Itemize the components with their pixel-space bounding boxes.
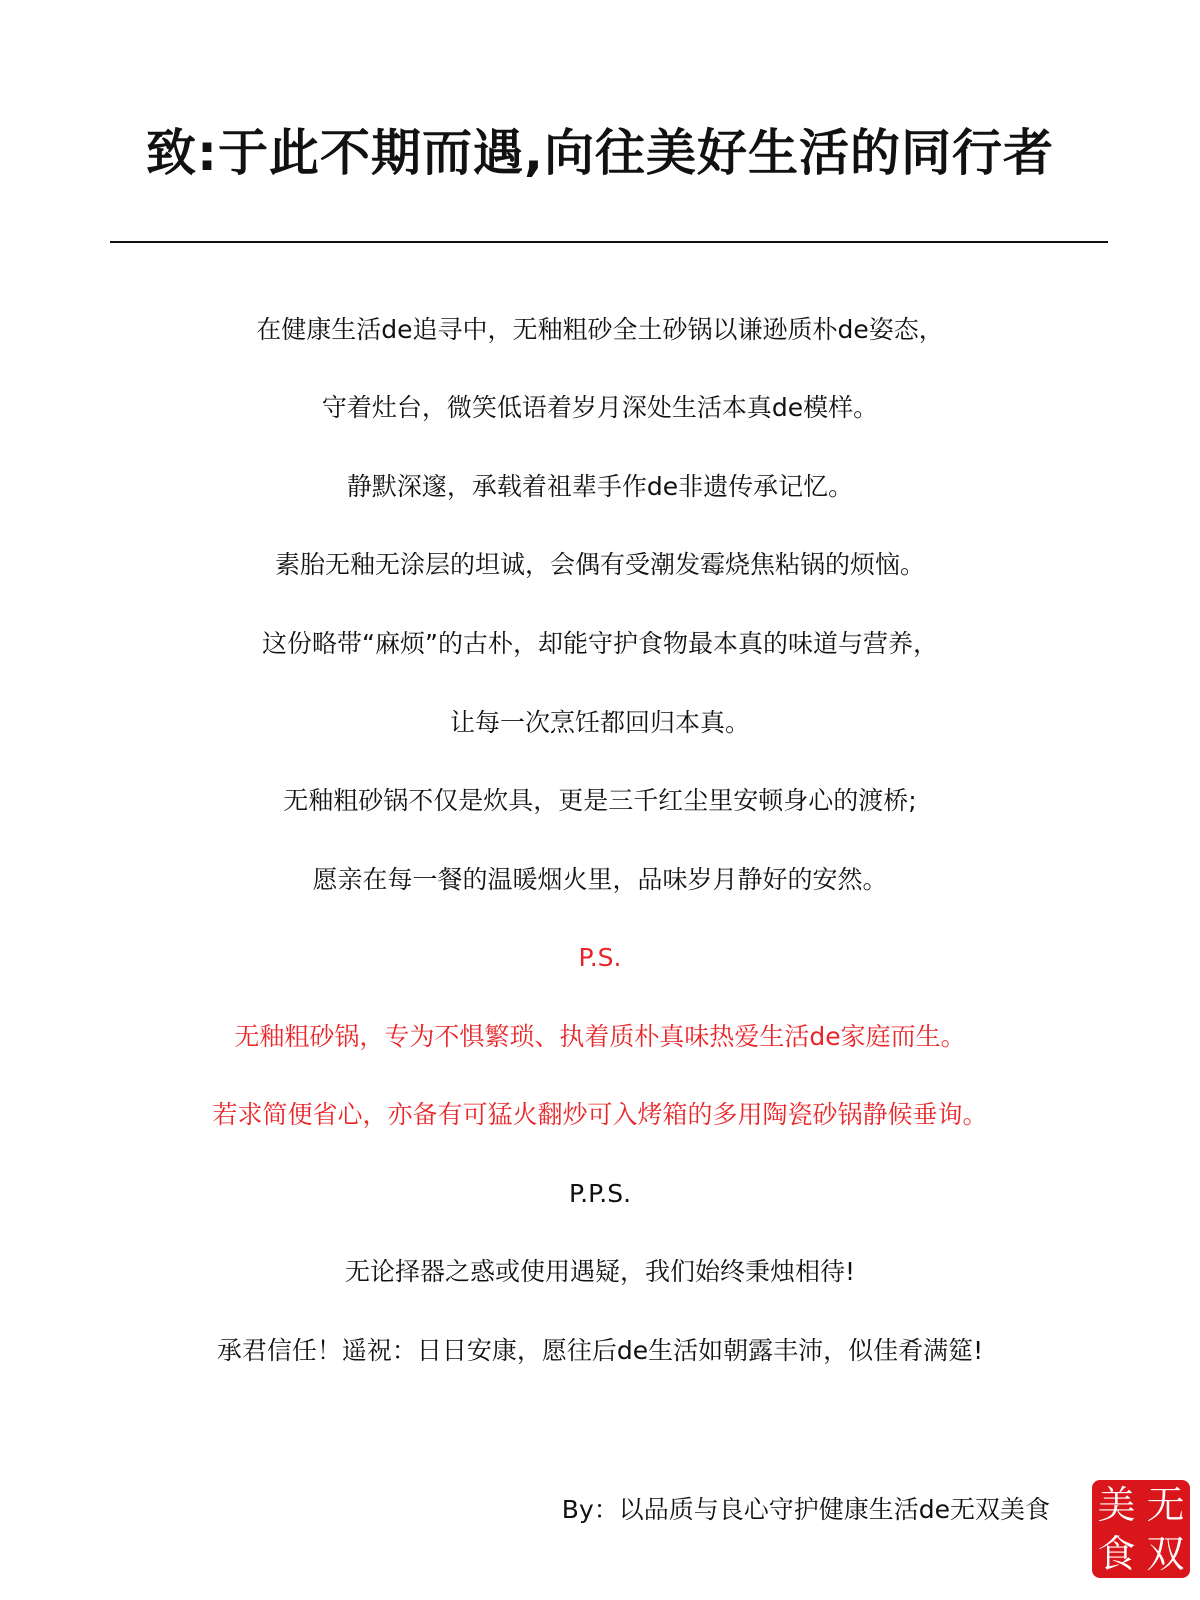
body-line: 这份略带“麻烦”的古朴，却能守护食物最本真的味道与营养， — [262, 629, 938, 658]
body-line: 静默深邃，承载着祖辈手作de非遗传承记忆。 — [346, 472, 854, 501]
title-divider — [110, 241, 1108, 243]
body-line: 让每一次烹饪都回归本真。 — [449, 708, 750, 737]
ps-label: P.S. — [578, 943, 622, 972]
body-line: 愿亲在每一餐的温暖烟火里，品味岁月静好的安然。 — [312, 865, 888, 894]
pps-line: 承君信任！遥祝：日日安康，愿往后de生活如朝露丰沛，似佳肴满筵! — [216, 1336, 984, 1365]
pps-label: P.P.S. — [568, 1179, 632, 1208]
seal-char: 美 — [1097, 1482, 1136, 1527]
ps-line: 若求简便省心，亦备有可猛火翻炒可入烤箱的多用陶瓷砂锅静候垂询。 — [212, 1100, 988, 1129]
signature: By：以品质与良心守护健康生活de无双美食 — [561, 1495, 1050, 1524]
ps-line: 无釉粗砂锅，专为不惧繁琐、执着质朴真味热爱生活de家庭而生。 — [234, 1022, 966, 1051]
letter-title: 致:于此不期而遇,向往美好生活的同行者 — [146, 124, 1054, 182]
body-line: 无釉粗砂锅不仅是炊具，更是三千红尘里安顿身心的渡桥; — [283, 786, 917, 815]
seal-char: 双 — [1146, 1531, 1185, 1576]
pps-line: 无论择器之惑或使用遇疑，我们始终秉烛相待! — [344, 1257, 856, 1286]
body-line: 在健康生活de追寻中，无釉粗砂全土砂锅以谦逊质朴de姿态， — [256, 315, 944, 344]
seal-char: 食 — [1097, 1531, 1136, 1576]
body-line: 守着灶台，微笑低语着岁月深处生活本真de模样。 — [321, 393, 879, 422]
body-line: 素胎无釉无涂层的坦诚，会偶有受潮发霉烧焦粘锅的烦恼。 — [274, 550, 925, 579]
seal-stamp-logo — [1092, 1480, 1190, 1578]
seal-char: 无 — [1146, 1482, 1185, 1527]
